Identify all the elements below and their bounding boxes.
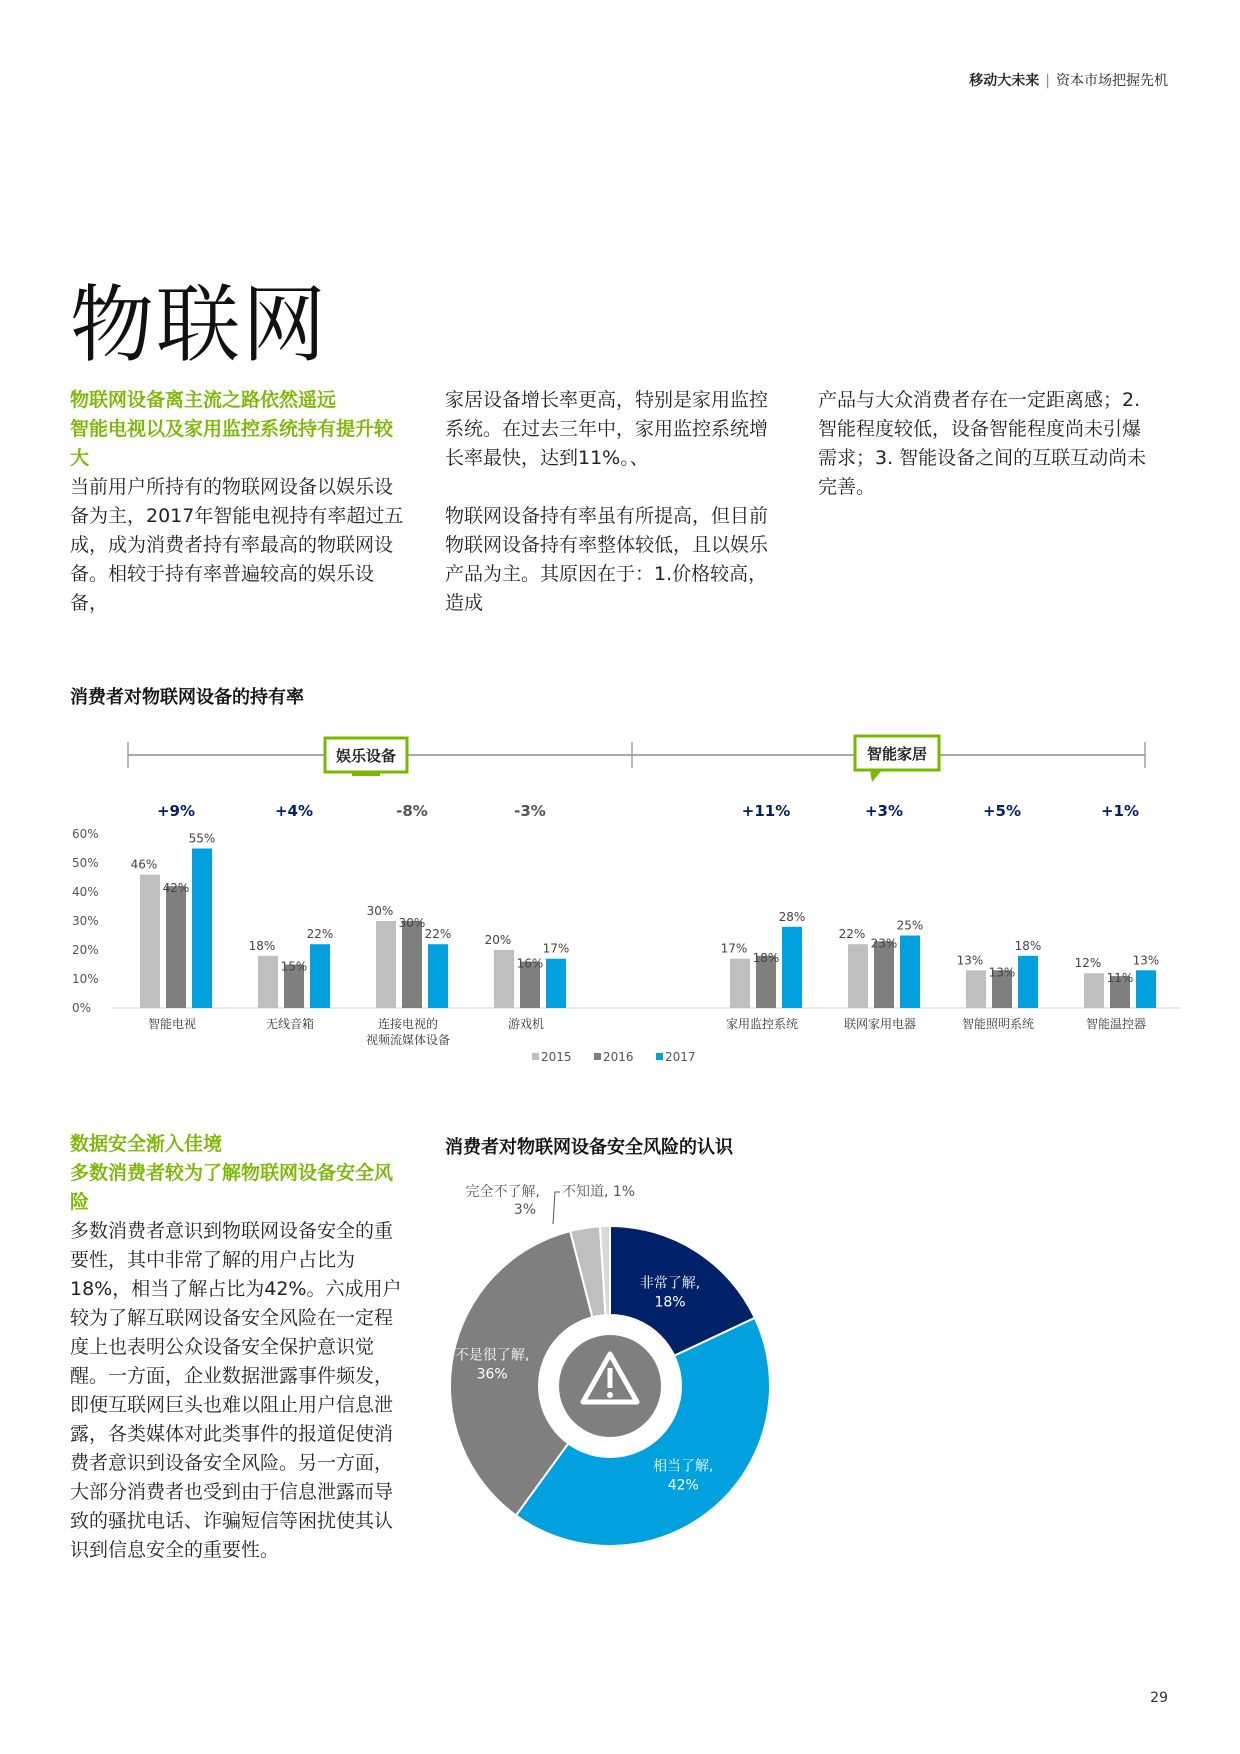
legend-label: 2015 <box>541 1050 572 1064</box>
bar-value-label: 17% <box>720 941 748 956</box>
bar-value-label: 18% <box>1014 938 1042 953</box>
bar-value-label: 16% <box>516 956 544 971</box>
x-tick-label: 无线音箱 <box>265 1017 315 1031</box>
bar-2015 <box>966 970 986 1008</box>
growth-label: +9% <box>156 802 196 820</box>
warning-icon <box>559 1335 661 1437</box>
bar-value-label: 23% <box>870 936 898 951</box>
x-tick-label: 游戏机 <box>507 1017 545 1031</box>
bar-value-label: 22% <box>838 927 866 942</box>
pie-slice-label: 不知道, 1% <box>562 1184 636 1200</box>
pie-chart <box>415 1168 835 1568</box>
x-tick-label: 联网家用电器 <box>843 1017 917 1031</box>
bar-value-label: 13% <box>1132 953 1160 968</box>
bar-value-label: 11% <box>1106 971 1134 986</box>
growth-label: -3% <box>514 802 546 820</box>
x-tick-label: 连接电视的 <box>377 1017 439 1031</box>
bar-2015 <box>1084 973 1104 1008</box>
bar-value-label: 13% <box>956 953 984 968</box>
bar-2015 <box>376 921 396 1008</box>
bar-2016 <box>402 921 422 1008</box>
security-heading-2: 多数消费者较为了解物联网设备安全风险 <box>70 1162 394 1213</box>
bar-2017 <box>192 849 212 1009</box>
y-axis <box>72 827 1180 1015</box>
x-tick-label-line2: 视频流媒体设备 <box>365 1033 451 1047</box>
bar-legend <box>532 1050 696 1064</box>
iot-col1-text: 当前用户所持有的物联网设备以娱乐设备为主，2017年智能电视持有率超过五成，成为消费者持有率最高的物联网设备。相较于持有率普遍较高的娱乐设备， <box>70 476 404 614</box>
header-brand: 移动大未来 <box>969 73 1040 89</box>
bar-2015 <box>494 950 514 1008</box>
y-tick-label: 60% <box>72 827 99 841</box>
iot-column-3 <box>818 386 1158 502</box>
page-title: 物联网 <box>70 276 329 374</box>
growth-label: +5% <box>982 802 1022 820</box>
pie-slice-label: 非常了解, <box>639 1275 701 1292</box>
growth-label: +4% <box>274 802 314 820</box>
smart-home-label-box <box>855 736 939 782</box>
bar-value-label: 28% <box>778 909 806 924</box>
iot-col2-para2: 物联网设备持有率虽有所提高，但目前物联网设备持有率整体较低，且以娱乐产品为主。其原因在于：1.价格较高，造成 <box>445 505 769 614</box>
group-header <box>128 736 1145 782</box>
bar-2016 <box>166 886 186 1008</box>
iot-heading-2: 智能电视以及家用监控系统持有提升较大 <box>70 418 394 469</box>
bar-value-label: 22% <box>306 927 334 942</box>
security-body: 多数消费者意识到物联网设备安全的重要性，其中非常了解的用户占比为18%，相当了解占比为42%。六成用户较为了解互联网设备安全风险在一定程度上也表明公众设备安全保护意识觉醒。一方面，企业数据泄露事件频发，即便互联网巨头也难以阻止用户信息泄露，各类媒体对此类事件的报道促使消费者意识到设备安全风险。另一方面，大部分消费者也受到由于信息泄露而导致的骚扰电话、诈骗短信等困扰使其认识到信息安全的重要性。 <box>70 1220 402 1561</box>
legend-label: 2017 <box>665 1050 696 1064</box>
x-tick-label: 智能照明系统 <box>961 1017 1035 1031</box>
bar-value-label: 30% <box>366 904 394 918</box>
bar-2015 <box>258 956 278 1008</box>
bar-2015 <box>730 959 750 1008</box>
iot-column-1 <box>70 386 405 618</box>
y-tick-label: 30% <box>72 914 99 928</box>
legend-swatch <box>532 1053 539 1060</box>
page-header <box>969 70 1168 90</box>
bar-value-label: 46% <box>130 857 158 872</box>
bar-value-label: 22% <box>424 927 452 942</box>
page-number: 29 <box>1150 1690 1168 1706</box>
y-tick-label: 50% <box>72 856 99 870</box>
x-tick-label: 家用监控系统 <box>725 1017 799 1031</box>
bar-2017 <box>310 944 330 1008</box>
bar-chart-title: 消费者对物联网设备的持有率 <box>70 687 304 708</box>
bar-value-label: 30% <box>398 916 426 930</box>
y-tick-label: 0% <box>72 1001 92 1015</box>
legend-label: 2016 <box>603 1050 634 1064</box>
bar-value-label: 20% <box>484 933 512 947</box>
bar-2017 <box>1018 956 1038 1008</box>
iot-column-2 <box>445 386 785 618</box>
y-tick-label: 10% <box>72 972 99 986</box>
pie-slice-label: 不是很了解, <box>454 1347 530 1364</box>
bar-value-label: 12% <box>1074 956 1102 971</box>
security-heading-1: 数据安全渐入佳境 <box>70 1133 223 1155</box>
legend-swatch <box>656 1053 663 1060</box>
bar-value-label: 17% <box>542 941 570 956</box>
header-subtitle: 资本市场把握先机 <box>1056 73 1168 89</box>
bars <box>131 832 1160 1009</box>
x-tick-label: 智能温控器 <box>1085 1017 1147 1031</box>
bar-value-label: 18% <box>752 950 780 965</box>
pie-slice-value: 3% <box>513 1202 537 1218</box>
header-separator: | <box>1045 73 1050 89</box>
pie-chart-title: 消费者对物联网设备安全风险的认识 <box>445 1137 733 1158</box>
security-column <box>70 1130 410 1565</box>
bar-2015 <box>140 875 160 1008</box>
legend-swatch <box>594 1053 601 1060</box>
y-tick-label: 20% <box>72 943 99 957</box>
pie-slice-value: 18% <box>654 1294 686 1311</box>
bar-2016 <box>874 941 894 1008</box>
iot-heading-1: 物联网设备离主流之路依然遥远 <box>70 389 337 411</box>
bar-chart <box>0 730 1240 1070</box>
bar-value-label: 15% <box>280 959 308 974</box>
group-label-smart-home: 智能家居 <box>866 745 928 763</box>
x-axis-labels <box>148 1016 1146 1047</box>
bar-2015 <box>848 944 868 1008</box>
bar-2017 <box>428 944 448 1008</box>
growth-labels <box>157 802 1139 820</box>
growth-label: +1% <box>1100 802 1140 820</box>
bar-value-label: 25% <box>896 918 924 933</box>
bar-value-label: 42% <box>162 881 190 896</box>
bar-value-label: 13% <box>988 965 1016 980</box>
group-label-entertainment: 娱乐设备 <box>335 747 397 765</box>
pie-slice-value: 42% <box>667 1477 699 1494</box>
y-tick-label: 40% <box>72 885 99 899</box>
iot-col3-text: 产品与大众消费者存在一定距离感；2. 智能程度较低，设备智能程度尚未引爆需求；3. 智能设备之间的互联互动尚未完善。 <box>818 389 1147 498</box>
growth-label: -8% <box>396 802 428 820</box>
pie-slice-label: 完全不了解, <box>465 1184 540 1200</box>
iot-col2-para1: 家居设备增长率更高，特别是家用监控系统。在过去三年中，家用监控系统增长率最快，达到11%。、 <box>445 389 769 469</box>
entertainment-label-box <box>325 738 407 776</box>
bar-value-label: 55% <box>188 831 216 846</box>
pie-slice-value: 36% <box>476 1366 508 1383</box>
growth-label: +3% <box>864 802 904 820</box>
growth-label: +11% <box>741 802 791 820</box>
bar-2017 <box>900 936 920 1009</box>
bar-value-label: 18% <box>248 938 276 953</box>
bar-2017 <box>1136 970 1156 1008</box>
bar-2017 <box>546 959 566 1008</box>
x-tick-label: 智能电视 <box>147 1017 197 1031</box>
bar-2017 <box>782 927 802 1008</box>
pie-slice-label: 相当了解, <box>653 1458 714 1475</box>
